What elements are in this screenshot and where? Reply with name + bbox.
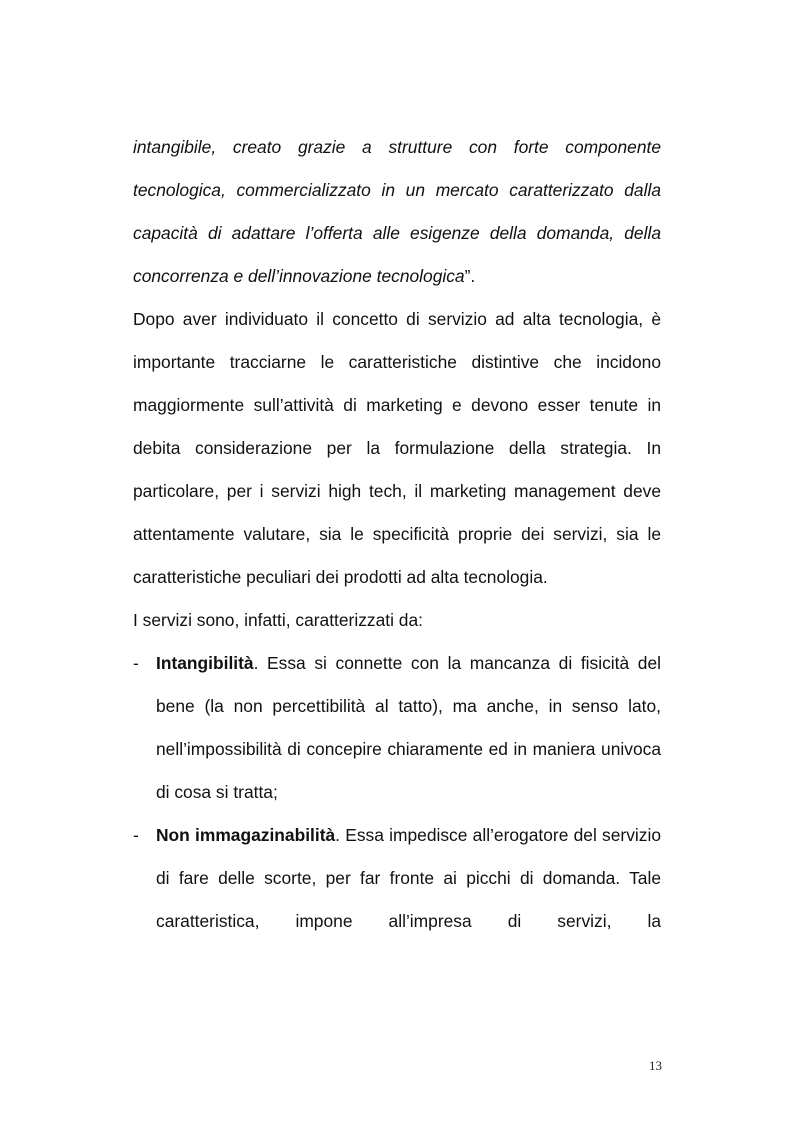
list-term: Intangibilità xyxy=(156,653,254,673)
paragraph-definition-quote xyxy=(133,126,661,298)
list-text: . Essa si connette con la mancanza di fisicità del bene (la non percettibilità al tatto), ma anche, in senso lato, nell’impossibilità di concepire chiaramente ed in maniera univoca di cosa si tratta; xyxy=(156,653,661,802)
list-bullet: - xyxy=(133,653,139,673)
quote-closing: ”. xyxy=(464,266,476,286)
paragraph-characteristics: Dopo aver individuato il concetto di servizio ad alta tecnologia, è importante tracciarne le caratteristiche distintive che incidono maggiormente sull’attività di marketing e devono esser tenute in debita considerazione per la formulazione della strategia. In particolare, per i servizi high tech, il marketing management deve attentamente valutare, sia le specificità proprie dei servizi, sia le caratteristiche peculiari dei prodotti ad alta tecnologia. xyxy=(133,309,661,587)
list-bullet: - xyxy=(133,825,139,845)
list-item-non-storability xyxy=(133,814,661,943)
list-item-intangibility xyxy=(133,642,661,814)
characteristics-list xyxy=(133,642,661,943)
list-text: . Essa impedisce all’erogatore del servizio di fare delle scorte, per far fronte ai picchi di domanda. Tale caratteristica, impone all’impresa di servizi, la xyxy=(156,825,661,931)
list-term: Non immagazinabilità xyxy=(156,825,336,845)
body-text xyxy=(133,126,661,943)
quote-italic-text: intangibile, creato grazie a strutture con forte componente tecnologica, commercializzato in un mercato caratterizzato dalla capacità di adattare l’offerta alle esigenze della domanda, della concorrenza e dell’innovazione tecnologica xyxy=(133,137,661,286)
paragraph-list-intro: I servizi sono, infatti, caratterizzati da: xyxy=(133,610,423,630)
page-number: 13 xyxy=(649,1058,662,1073)
